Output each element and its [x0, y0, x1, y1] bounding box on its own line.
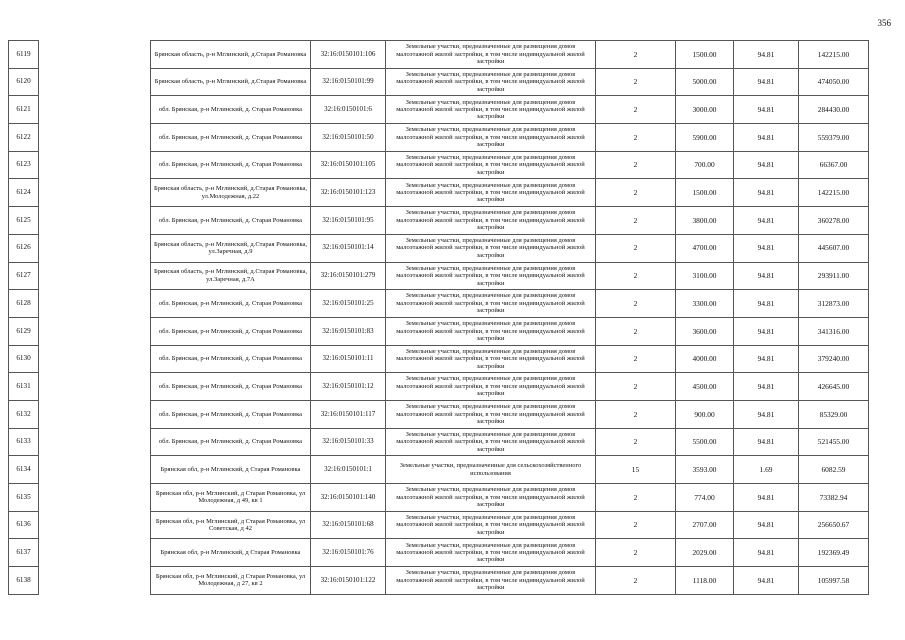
group-code-cell: 2	[596, 373, 676, 401]
address-cell: Брянская обл, р-н Мглинский, д Старая Романовка, ул Советская, д 42	[151, 511, 311, 539]
address-cell: Брянская область, р-н Мглинский, д.Старая Романовка, ул.Заречная, д.7А	[151, 262, 311, 290]
address-cell: Брянская область, р-н Мглинский, д.Старая Романовка, ул.Молодежная, д.22	[151, 179, 311, 207]
row-number-cell: 6136	[9, 511, 39, 539]
cadastral-number-cell: 32:16:0150101:25	[311, 290, 386, 318]
land-use-type-cell: Земельные участки, предназначенные для размещения домов малоэтажной жилой застройки, в том числе индивидуальной жилой застройки	[386, 345, 596, 373]
address-cell: обл. Брянская, р-н Мглинский, д. Старая Романовка	[151, 373, 311, 401]
gap-cell	[39, 345, 151, 373]
row-number-cell: 6135	[9, 484, 39, 512]
gap-cell	[39, 151, 151, 179]
specific-value-cell: 94.81	[734, 207, 799, 235]
cadastral-number-cell: 32:16:0150101:123	[311, 179, 386, 207]
gap-cell	[39, 41, 151, 69]
land-use-type-cell: Земельные участки, предназначенные для размещения домов малоэтажной жилой застройки, в том числе индивидуальной жилой застройки	[386, 124, 596, 152]
cadastral-number-cell: 32:16:0150101:95	[311, 207, 386, 235]
row-number-cell: 6130	[9, 345, 39, 373]
table-row	[9, 428, 869, 456]
cadastral-value-cell: 192369.49	[799, 539, 869, 567]
address-cell: Брянская обл, р-н Мглинский, д Старая Романовка	[151, 456, 311, 484]
gap-cell	[39, 428, 151, 456]
table-row	[9, 151, 869, 179]
address-cell: обл. Брянская, р-н Мглинский, д. Старая Романовка	[151, 317, 311, 345]
land-use-type-cell: Земельные участки, предназначенные для размещения домов малоэтажной жилой застройки, в том числе индивидуальной жилой застройки	[386, 151, 596, 179]
address-cell: обл. Брянская, р-н Мглинский, д. Старая Романовка	[151, 400, 311, 428]
area-cell: 5500.00	[676, 428, 734, 456]
cadastral-number-cell: 32:16:0150101:140	[311, 484, 386, 512]
table-body	[9, 41, 869, 595]
land-use-type-cell: Земельные участки, предназначенные для размещения домов малоэтажной жилой застройки, в том числе индивидуальной жилой застройки	[386, 567, 596, 595]
table-row	[9, 400, 869, 428]
area-cell: 3600.00	[676, 317, 734, 345]
gap-cell	[39, 290, 151, 318]
group-code-cell: 2	[596, 234, 676, 262]
area-cell: 3593.00	[676, 456, 734, 484]
row-number-cell: 6134	[9, 456, 39, 484]
area-cell: 4700.00	[676, 234, 734, 262]
group-code-cell: 2	[596, 345, 676, 373]
cadastral-number-cell: 32:16:0150101:279	[311, 262, 386, 290]
area-cell: 1500.00	[676, 41, 734, 69]
row-number-cell: 6132	[9, 400, 39, 428]
table-row	[9, 317, 869, 345]
gap-cell	[39, 400, 151, 428]
cadastral-number-cell: 32:16:0150101:14	[311, 234, 386, 262]
land-use-type-cell: Земельные участки, предназначенные для размещения домов малоэтажной жилой застройки, в том числе индивидуальной жилой застройки	[386, 539, 596, 567]
cadastral-value-cell: 66367.00	[799, 151, 869, 179]
gap-cell	[39, 207, 151, 235]
cadastral-number-cell: 32:16:0150101:117	[311, 400, 386, 428]
cadastral-value-cell: 73382.94	[799, 484, 869, 512]
area-cell: 900.00	[676, 400, 734, 428]
cadastral-number-cell: 32:16:0150101:122	[311, 567, 386, 595]
table-row	[9, 345, 869, 373]
gap-cell	[39, 484, 151, 512]
group-code-cell: 15	[596, 456, 676, 484]
address-cell: Брянская обл, р-н Мглинский, д Старая Романовка, ул Молодежная, д 49, кв 1	[151, 484, 311, 512]
land-use-type-cell: Земельные участки, предназначенные для размещения домов малоэтажной жилой застройки, в том числе индивидуальной жилой застройки	[386, 290, 596, 318]
table-row	[9, 456, 869, 484]
row-number-cell: 6121	[9, 96, 39, 124]
specific-value-cell: 94.81	[734, 400, 799, 428]
table-row	[9, 234, 869, 262]
group-code-cell: 2	[596, 539, 676, 567]
area-cell: 5900.00	[676, 124, 734, 152]
land-use-type-cell: Земельные участки, предназначенные для размещения домов малоэтажной жилой застройки, в том числе индивидуальной жилой застройки	[386, 262, 596, 290]
land-use-type-cell: Земельные участки, предназначенные для размещения домов малоэтажной жилой застройки, в том числе индивидуальной жилой застройки	[386, 428, 596, 456]
gap-cell	[39, 511, 151, 539]
specific-value-cell: 94.81	[734, 96, 799, 124]
table-row	[9, 262, 869, 290]
cadastral-value-cell: 142215.00	[799, 41, 869, 69]
cadastral-value-cell: 293911.00	[799, 262, 869, 290]
area-cell: 4000.00	[676, 345, 734, 373]
page-number: 356	[877, 18, 891, 28]
group-code-cell: 2	[596, 511, 676, 539]
specific-value-cell: 94.81	[734, 234, 799, 262]
row-number-cell: 6119	[9, 41, 39, 69]
group-code-cell: 2	[596, 151, 676, 179]
land-plots-table	[8, 40, 869, 595]
gap-cell	[39, 96, 151, 124]
table-row	[9, 539, 869, 567]
land-use-type-cell: Земельные участки, предназначенные для размещения домов малоэтажной жилой застройки, в том числе индивидуальной жилой застройки	[386, 373, 596, 401]
address-cell: обл. Брянская, р-н Мглинский, д. Старая Романовка	[151, 428, 311, 456]
area-cell: 1500.00	[676, 179, 734, 207]
address-cell: Брянская область, р-н Мглинский, д.Старая Романовка	[151, 41, 311, 69]
cadastral-number-cell: 32:16:0150101:106	[311, 41, 386, 69]
land-use-type-cell: Земельные участки, предназначенные для размещения домов малоэтажной жилой застройки, в том числе индивидуальной жилой застройки	[386, 179, 596, 207]
land-use-type-cell: Земельные участки, предназначенные для размещения домов малоэтажной жилой застройки, в том числе индивидуальной жилой застройки	[386, 207, 596, 235]
address-cell: обл. Брянская, р-н Мглинский, д. Старая Романовка	[151, 124, 311, 152]
cadastral-value-cell: 6082.59	[799, 456, 869, 484]
land-use-type-cell: Земельные участки, предназначенные для сельскохозяйственного использования	[386, 456, 596, 484]
row-number-cell: 6120	[9, 68, 39, 96]
group-code-cell: 2	[596, 262, 676, 290]
specific-value-cell: 94.81	[734, 290, 799, 318]
row-number-cell: 6131	[9, 373, 39, 401]
group-code-cell: 2	[596, 124, 676, 152]
cadastral-value-cell: 521455.00	[799, 428, 869, 456]
specific-value-cell: 94.81	[734, 262, 799, 290]
cadastral-value-cell: 445607.00	[799, 234, 869, 262]
table-row	[9, 68, 869, 96]
area-cell: 3300.00	[676, 290, 734, 318]
cadastral-number-cell: 32:16:0150101:12	[311, 373, 386, 401]
land-use-type-cell: Земельные участки, предназначенные для размещения домов малоэтажной жилой застройки, в том числе индивидуальной жилой застройки	[386, 68, 596, 96]
group-code-cell: 2	[596, 484, 676, 512]
gap-cell	[39, 373, 151, 401]
specific-value-cell: 94.81	[734, 317, 799, 345]
cadastral-number-cell: 32:16:0150101:105	[311, 151, 386, 179]
gap-cell	[39, 456, 151, 484]
table-row	[9, 207, 869, 235]
row-number-cell: 6133	[9, 428, 39, 456]
address-cell: обл. Брянская, р-н Мглинский, д. Старая Романовка	[151, 345, 311, 373]
cadastral-number-cell: 32:16:0150101:99	[311, 68, 386, 96]
row-number-cell: 6128	[9, 290, 39, 318]
cadastral-number-cell: 32:16:0150101:83	[311, 317, 386, 345]
cadastral-number-cell: 32:16:0150101:68	[311, 511, 386, 539]
specific-value-cell: 94.81	[734, 567, 799, 595]
group-code-cell: 2	[596, 400, 676, 428]
specific-value-cell: 94.81	[734, 511, 799, 539]
cadastral-value-cell: 142215.00	[799, 179, 869, 207]
address-cell: Брянская обл, р-н Мглинский, д Старая Романовка, ул Молодежная, д 27, кв 2	[151, 567, 311, 595]
specific-value-cell: 94.81	[734, 373, 799, 401]
table-row	[9, 96, 869, 124]
specific-value-cell: 94.81	[734, 124, 799, 152]
area-cell: 3800.00	[676, 207, 734, 235]
table-row	[9, 484, 869, 512]
cadastral-value-cell: 85329.00	[799, 400, 869, 428]
group-code-cell: 2	[596, 567, 676, 595]
gap-cell	[39, 317, 151, 345]
specific-value-cell: 1.69	[734, 456, 799, 484]
row-number-cell: 6123	[9, 151, 39, 179]
table-row	[9, 290, 869, 318]
cadastral-value-cell: 105997.58	[799, 567, 869, 595]
land-use-type-cell: Земельные участки, предназначенные для размещения домов малоэтажной жилой застройки, в том числе индивидуальной жилой застройки	[386, 484, 596, 512]
group-code-cell: 2	[596, 179, 676, 207]
row-number-cell: 6129	[9, 317, 39, 345]
gap-cell	[39, 262, 151, 290]
specific-value-cell: 94.81	[734, 179, 799, 207]
row-number-cell: 6127	[9, 262, 39, 290]
cadastral-number-cell: 32:16:0150101:11	[311, 345, 386, 373]
cadastral-value-cell: 341316.00	[799, 317, 869, 345]
land-use-type-cell: Земельные участки, предназначенные для размещения домов малоэтажной жилой застройки, в том числе индивидуальной жилой застройки	[386, 317, 596, 345]
group-code-cell: 2	[596, 317, 676, 345]
cadastral-value-cell: 360278.00	[799, 207, 869, 235]
gap-cell	[39, 567, 151, 595]
group-code-cell: 2	[596, 41, 676, 69]
cadastral-number-cell: 32:16:0150101:6	[311, 96, 386, 124]
specific-value-cell: 94.81	[734, 151, 799, 179]
area-cell: 2029.00	[676, 539, 734, 567]
row-number-cell: 6125	[9, 207, 39, 235]
specific-value-cell: 94.81	[734, 539, 799, 567]
cadastral-value-cell: 426645.00	[799, 373, 869, 401]
specific-value-cell: 94.81	[734, 41, 799, 69]
table-row	[9, 179, 869, 207]
cadastral-value-cell: 559379.00	[799, 124, 869, 152]
address-cell: обл. Брянская, р-н Мглинский, д. Старая Романовка	[151, 290, 311, 318]
table-row	[9, 124, 869, 152]
area-cell: 3000.00	[676, 96, 734, 124]
row-number-cell: 6137	[9, 539, 39, 567]
area-cell: 2707.00	[676, 511, 734, 539]
group-code-cell: 2	[596, 290, 676, 318]
table-row	[9, 373, 869, 401]
cadastral-value-cell: 379240.00	[799, 345, 869, 373]
area-cell: 4500.00	[676, 373, 734, 401]
address-cell: Брянская область, р-н Мглинский, д.Старая Романовка	[151, 68, 311, 96]
row-number-cell: 6122	[9, 124, 39, 152]
specific-value-cell: 94.81	[734, 68, 799, 96]
cadastral-number-cell: 32:16:0150101:33	[311, 428, 386, 456]
land-use-type-cell: Земельные участки, предназначенные для размещения домов малоэтажной жилой застройки, в том числе индивидуальной жилой застройки	[386, 96, 596, 124]
cadastral-value-cell: 312873.00	[799, 290, 869, 318]
specific-value-cell: 94.81	[734, 428, 799, 456]
cadastral-value-cell: 284430.00	[799, 96, 869, 124]
group-code-cell: 2	[596, 68, 676, 96]
address-cell: обл. Брянская, р-н Мглинский, д. Старая Романовка	[151, 151, 311, 179]
gap-cell	[39, 539, 151, 567]
table-row	[9, 41, 869, 69]
group-code-cell: 2	[596, 207, 676, 235]
area-cell: 1118.00	[676, 567, 734, 595]
cadastral-value-cell: 256650.67	[799, 511, 869, 539]
row-number-cell: 6124	[9, 179, 39, 207]
group-code-cell: 2	[596, 428, 676, 456]
address-cell: обл. Брянская, р-н Мглинский, д. Старая Романовка	[151, 96, 311, 124]
address-cell: обл. Брянская, р-н Мглинский, д. Старая Романовка	[151, 207, 311, 235]
area-cell: 700.00	[676, 151, 734, 179]
table-row	[9, 511, 869, 539]
specific-value-cell: 94.81	[734, 484, 799, 512]
row-number-cell: 6126	[9, 234, 39, 262]
specific-value-cell: 94.81	[734, 345, 799, 373]
gap-cell	[39, 124, 151, 152]
address-cell: Брянская область, р-н Мглинский, д.Старая Романовка, ул.Заречная, д.9	[151, 234, 311, 262]
cadastral-number-cell: 32:16:0150101:76	[311, 539, 386, 567]
gap-cell	[39, 179, 151, 207]
cadastral-number-cell: 32:16:0150101:1	[311, 456, 386, 484]
group-code-cell: 2	[596, 96, 676, 124]
row-number-cell: 6138	[9, 567, 39, 595]
cadastral-number-cell: 32:16:0150101:50	[311, 124, 386, 152]
land-use-type-cell: Земельные участки, предназначенные для размещения домов малоэтажной жилой застройки, в том числе индивидуальной жилой застройки	[386, 511, 596, 539]
gap-cell	[39, 68, 151, 96]
area-cell: 5000.00	[676, 68, 734, 96]
land-use-type-cell: Земельные участки, предназначенные для размещения домов малоэтажной жилой застройки, в том числе индивидуальной жилой застройки	[386, 234, 596, 262]
gap-cell	[39, 234, 151, 262]
land-use-type-cell: Земельные участки, предназначенные для размещения домов малоэтажной жилой застройки, в том числе индивидуальной жилой застройки	[386, 41, 596, 69]
address-cell: Брянская обл, р-н Мглинский, д Старая Романовка	[151, 539, 311, 567]
land-use-type-cell: Земельные участки, предназначенные для размещения домов малоэтажной жилой застройки, в том числе индивидуальной жилой застройки	[386, 400, 596, 428]
area-cell: 774.00	[676, 484, 734, 512]
table-row	[9, 567, 869, 595]
cadastral-value-cell: 474050.00	[799, 68, 869, 96]
area-cell: 3100.00	[676, 262, 734, 290]
